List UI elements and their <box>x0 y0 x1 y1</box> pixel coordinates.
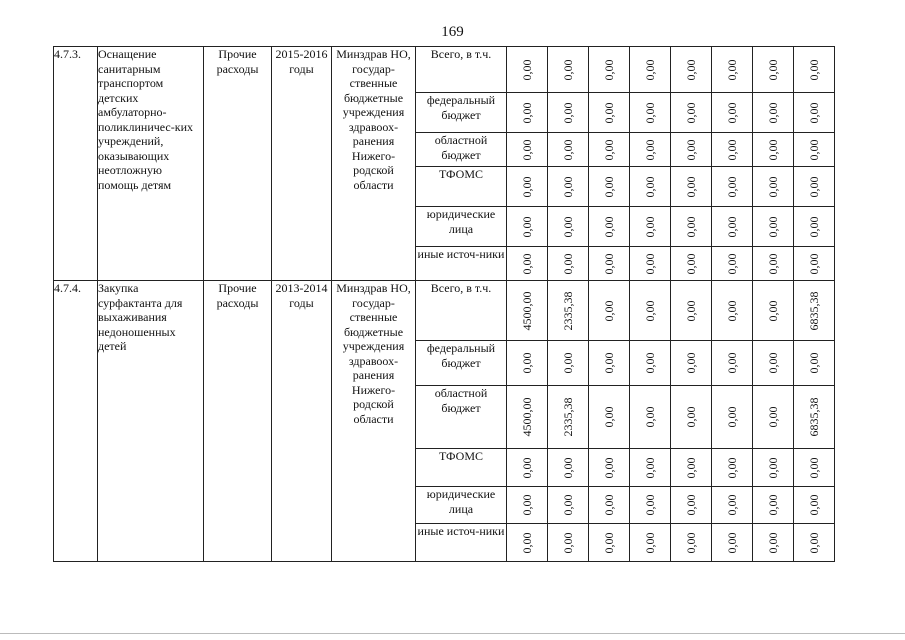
value-cell <box>589 93 630 133</box>
value-cell <box>794 449 835 487</box>
value-text: 4500,00 <box>519 291 534 330</box>
value-text: 0,00 <box>642 532 657 553</box>
value-cell <box>507 47 548 93</box>
value-text: 0,00 <box>724 352 739 374</box>
value-text: 0,00 <box>642 216 657 237</box>
value-text: 0,00 <box>601 532 616 553</box>
value-text: 0,00 <box>642 102 657 123</box>
value-cell <box>548 47 589 93</box>
funding-source: областной бюджет <box>416 386 507 449</box>
value-cell <box>548 167 589 207</box>
value-text: 0,00 <box>560 59 575 80</box>
value-cell <box>794 93 835 133</box>
value-cell <box>671 47 712 93</box>
value-text: 0,00 <box>519 494 534 516</box>
value-cell <box>548 133 589 167</box>
value-cell <box>712 247 753 281</box>
value-text: 0,00 <box>601 494 616 516</box>
value-text: 0,00 <box>560 102 575 123</box>
value-cell <box>753 281 794 341</box>
value-cell <box>794 167 835 207</box>
value-text: 0,00 <box>642 406 657 428</box>
value-text: 0,00 <box>806 253 821 274</box>
value-cell <box>548 487 589 524</box>
value-cell <box>712 341 753 386</box>
value-cell <box>794 487 835 524</box>
value-cell <box>753 524 794 562</box>
value-text: 0,00 <box>683 59 698 80</box>
value-cell <box>630 487 671 524</box>
value-text: 6835,38 <box>806 291 821 330</box>
value-text: 0,00 <box>806 102 821 123</box>
value-text: 0,00 <box>683 457 698 478</box>
value-text: 0,00 <box>806 59 821 80</box>
value-text: 0,00 <box>683 176 698 197</box>
value-text: 0,00 <box>724 457 739 478</box>
value-text: 0,00 <box>519 216 534 237</box>
value-text: 0,00 <box>765 406 780 428</box>
value-cell <box>589 487 630 524</box>
value-text: 0,00 <box>560 176 575 197</box>
value-cell <box>507 207 548 247</box>
value-cell <box>548 341 589 386</box>
value-text: 0,00 <box>724 406 739 428</box>
scan-edge-line <box>0 633 905 634</box>
value-text: 2335,38 <box>560 397 575 437</box>
value-cell <box>671 386 712 449</box>
value-text: 0,00 <box>724 532 739 553</box>
value-text: 0,00 <box>724 300 739 321</box>
value-cell <box>712 449 753 487</box>
funding-source: федеральный бюджет <box>416 93 507 133</box>
value-cell <box>753 167 794 207</box>
value-cell <box>712 281 753 341</box>
source-row <box>54 281 835 341</box>
value-text: 0,00 <box>601 176 616 197</box>
value-cell <box>753 449 794 487</box>
value-text: 0,00 <box>806 139 821 160</box>
value-cell <box>507 93 548 133</box>
value-cell <box>753 133 794 167</box>
value-cell <box>589 207 630 247</box>
value-text: 0,00 <box>683 300 698 321</box>
expense-category: Прочие расходы <box>204 281 272 562</box>
value-text: 0,00 <box>683 253 698 274</box>
value-cell <box>630 167 671 207</box>
value-cell <box>548 93 589 133</box>
value-text: 0,00 <box>560 457 575 478</box>
funding-source: ТФОМС <box>416 167 507 207</box>
value-cell <box>671 341 712 386</box>
value-cell <box>794 47 835 93</box>
value-cell <box>589 247 630 281</box>
item-code: 4.7.4. <box>54 281 98 562</box>
value-text: 0,00 <box>560 216 575 237</box>
value-cell <box>753 93 794 133</box>
value-cell <box>794 247 835 281</box>
value-cell <box>630 281 671 341</box>
value-text: 0,00 <box>601 253 616 274</box>
value-text: 0,00 <box>642 494 657 516</box>
value-cell <box>794 341 835 386</box>
value-cell <box>630 207 671 247</box>
funding-source: иные источ-ники <box>416 524 507 562</box>
value-text: 0,00 <box>642 457 657 478</box>
value-text: 0,00 <box>642 176 657 197</box>
source-row <box>54 47 835 93</box>
value-text: 6835,38 <box>806 397 821 437</box>
responsible-org: Минздрав НО, государ-ственные бюджетные учреждения здравоох-ранения Нижего-родской области <box>332 47 416 281</box>
value-text: 0,00 <box>560 139 575 160</box>
value-text: 0,00 <box>724 494 739 516</box>
value-text: 0,00 <box>724 176 739 197</box>
value-text: 0,00 <box>601 216 616 237</box>
value-text: 0,00 <box>642 139 657 160</box>
value-cell <box>589 341 630 386</box>
value-text: 0,00 <box>642 59 657 80</box>
value-text: 0,00 <box>560 494 575 516</box>
value-cell <box>589 47 630 93</box>
value-cell <box>548 281 589 341</box>
value-text: 2335,38 <box>560 291 575 330</box>
value-cell <box>630 133 671 167</box>
value-cell <box>589 524 630 562</box>
value-cell <box>671 167 712 207</box>
years: 2013-2014 годы <box>272 281 332 562</box>
value-cell <box>548 524 589 562</box>
value-text: 0,00 <box>683 102 698 123</box>
value-cell <box>753 207 794 247</box>
value-text: 0,00 <box>765 253 780 274</box>
value-text: 0,00 <box>683 494 698 516</box>
value-text: 0,00 <box>724 139 739 160</box>
value-text: 0,00 <box>683 139 698 160</box>
value-text: 0,00 <box>683 406 698 428</box>
value-text: 0,00 <box>683 216 698 237</box>
item-code: 4.7.3. <box>54 47 98 281</box>
value-cell <box>630 47 671 93</box>
value-cell <box>794 281 835 341</box>
value-cell <box>671 487 712 524</box>
value-text: 0,00 <box>519 102 534 123</box>
value-text: 0,00 <box>765 176 780 197</box>
value-cell <box>507 449 548 487</box>
value-text: 0,00 <box>560 253 575 274</box>
value-text: 0,00 <box>519 532 534 553</box>
value-text: 0,00 <box>683 532 698 553</box>
value-cell <box>671 281 712 341</box>
value-cell <box>630 341 671 386</box>
value-text: 0,00 <box>642 300 657 321</box>
value-cell <box>507 247 548 281</box>
value-text: 0,00 <box>724 102 739 123</box>
value-cell <box>794 133 835 167</box>
value-text: 0,00 <box>601 457 616 478</box>
value-cell <box>671 247 712 281</box>
funding-source: юридические лица <box>416 487 507 524</box>
value-cell <box>712 93 753 133</box>
value-cell <box>507 524 548 562</box>
value-text: 0,00 <box>601 300 616 321</box>
value-text: 0,00 <box>519 457 534 478</box>
value-cell <box>794 207 835 247</box>
funding-source: Всего, в т.ч. <box>416 281 507 341</box>
value-cell <box>548 247 589 281</box>
value-cell <box>589 386 630 449</box>
value-cell <box>630 93 671 133</box>
value-cell <box>630 386 671 449</box>
value-text: 0,00 <box>765 300 780 321</box>
value-cell <box>507 341 548 386</box>
value-text: 4500,00 <box>519 397 534 437</box>
funding-source: Всего, в т.ч. <box>416 47 507 93</box>
value-text: 0,00 <box>601 139 616 160</box>
value-text: 0,00 <box>724 59 739 80</box>
value-cell <box>794 524 835 562</box>
value-cell <box>671 449 712 487</box>
value-cell <box>671 207 712 247</box>
page-number: 169 <box>441 24 464 40</box>
value-cell <box>507 167 548 207</box>
value-text: 0,00 <box>683 352 698 374</box>
value-text: 0,00 <box>806 176 821 197</box>
value-text: 0,00 <box>724 253 739 274</box>
value-text: 0,00 <box>601 102 616 123</box>
value-text: 0,00 <box>806 494 821 516</box>
value-cell <box>753 247 794 281</box>
value-text: 0,00 <box>724 216 739 237</box>
value-cell <box>794 386 835 449</box>
value-cell <box>630 524 671 562</box>
value-text: 0,00 <box>519 253 534 274</box>
value-cell <box>712 47 753 93</box>
value-text: 0,00 <box>806 352 821 374</box>
value-text: 0,00 <box>806 532 821 553</box>
value-text: 0,00 <box>806 216 821 237</box>
value-cell <box>630 449 671 487</box>
value-cell <box>671 524 712 562</box>
value-cell <box>589 281 630 341</box>
years: 2015-2016 годы <box>272 47 332 281</box>
value-cell <box>589 167 630 207</box>
value-text: 0,00 <box>765 532 780 553</box>
funding-source: областной бюджет <box>416 133 507 167</box>
program-table <box>53 46 835 562</box>
value-text: 0,00 <box>601 352 616 374</box>
value-text: 0,00 <box>601 59 616 80</box>
value-text: 0,00 <box>519 352 534 374</box>
value-text: 0,00 <box>765 352 780 374</box>
expense-category: Прочие расходы <box>204 47 272 281</box>
item-name: Закупка сурфактанта для выхаживания недоношенных детей <box>98 281 204 562</box>
value-text: 0,00 <box>560 352 575 374</box>
value-cell <box>507 133 548 167</box>
value-cell <box>712 133 753 167</box>
value-text: 0,00 <box>519 139 534 160</box>
value-cell <box>712 386 753 449</box>
value-cell <box>507 281 548 341</box>
value-cell <box>671 133 712 167</box>
funding-source: иные источ-ники <box>416 247 507 281</box>
value-cell <box>589 449 630 487</box>
value-text: 0,00 <box>765 102 780 123</box>
value-cell <box>589 133 630 167</box>
value-cell <box>548 386 589 449</box>
value-cell <box>753 386 794 449</box>
value-text: 0,00 <box>519 176 534 197</box>
value-text: 0,00 <box>765 59 780 80</box>
value-cell <box>712 167 753 207</box>
value-cell <box>712 524 753 562</box>
funding-source: ТФОМС <box>416 449 507 487</box>
value-cell <box>671 93 712 133</box>
value-text: 0,00 <box>765 216 780 237</box>
value-cell <box>712 487 753 524</box>
value-text: 0,00 <box>642 253 657 274</box>
value-text: 0,00 <box>765 139 780 160</box>
item-name: Оснащение санитарным транспортом детских амбулаторно-поликлиничес-ких учреждений, оказывающих неотложную помощь детям <box>98 47 204 281</box>
value-text: 0,00 <box>519 59 534 80</box>
value-cell <box>507 487 548 524</box>
value-cell <box>630 247 671 281</box>
funding-source: юридические лица <box>416 207 507 247</box>
value-cell <box>548 207 589 247</box>
value-text: 0,00 <box>601 406 616 428</box>
value-cell <box>753 341 794 386</box>
funding-source: федеральный бюджет <box>416 341 507 386</box>
value-cell <box>548 449 589 487</box>
value-text: 0,00 <box>765 494 780 516</box>
value-text: 0,00 <box>642 352 657 374</box>
value-text: 0,00 <box>806 457 821 478</box>
value-cell <box>753 47 794 93</box>
responsible-org: Минздрав НО, государ-ственные бюджетные учреждения здравоох-ранения Нижего-родской области <box>332 281 416 562</box>
value-cell <box>753 487 794 524</box>
value-text: 0,00 <box>560 532 575 553</box>
value-cell <box>712 207 753 247</box>
value-text: 0,00 <box>765 457 780 478</box>
value-cell <box>507 386 548 449</box>
